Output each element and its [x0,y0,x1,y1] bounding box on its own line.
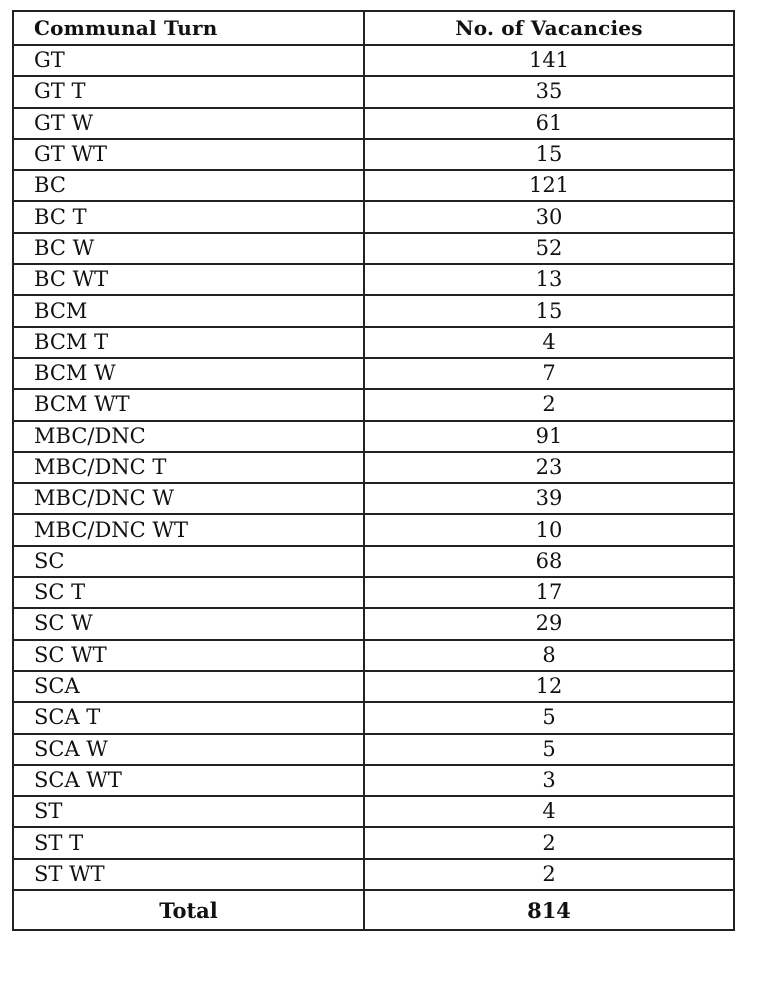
communal-turn-cell: SC T [13,577,364,608]
table-row [13,702,734,733]
vacancies-cell: 5 [364,702,734,733]
communal-turn-cell: SCA WT [13,765,364,796]
communal-turn-cell: SC W [13,608,364,639]
table-row [13,170,734,201]
communal-turn-cell: SCA [13,671,364,702]
table-row [13,452,734,483]
communal-turn-cell: BCM W [13,358,364,389]
vacancies-cell: 23 [364,452,734,483]
header-no-of-vacancies: No. of Vacancies [364,11,734,45]
communal-turn-cell: BC T [13,201,364,232]
vacancies-cell: 7 [364,358,734,389]
header-row [13,11,734,45]
communal-turn-cell: BCM T [13,327,364,358]
communal-turn-cell: GT WT [13,139,364,170]
vacancies-cell: 12 [364,671,734,702]
communal-turn-cell: GT T [13,76,364,107]
vacancies-table [12,10,735,931]
total-value: 814 [364,890,734,930]
table-row [13,577,734,608]
vacancies-cell: 30 [364,201,734,232]
communal-turn-cell: BC WT [13,264,364,295]
communal-turn-cell: ST T [13,827,364,858]
vacancies-cell: 10 [364,514,734,545]
table-row [13,640,734,671]
table-row [13,608,734,639]
vacancies-cell: 39 [364,483,734,514]
vacancies-cell: 4 [364,327,734,358]
communal-turn-cell: MBC/DNC T [13,452,364,483]
vacancies-cell: 8 [364,640,734,671]
table-row [13,421,734,452]
communal-turn-cell: MBC/DNC W [13,483,364,514]
communal-turn-cell: MBC/DNC WT [13,514,364,545]
table-row [13,139,734,170]
vacancies-cell: 29 [364,608,734,639]
communal-turn-cell: ST WT [13,859,364,890]
table-row [13,796,734,827]
vacancies-cell: 91 [364,421,734,452]
vacancies-cell: 17 [364,577,734,608]
communal-turn-cell: BC [13,170,364,201]
vacancies-cell: 35 [364,76,734,107]
vacancies-cell: 15 [364,139,734,170]
vacancies-cell: 15 [364,295,734,326]
vacancies-cell: 121 [364,170,734,201]
communal-turn-cell: SC [13,546,364,577]
communal-turn-cell: MBC/DNC [13,421,364,452]
table-row [13,108,734,139]
table-row [13,827,734,858]
vacancies-cell: 4 [364,796,734,827]
table-row [13,233,734,264]
table-row [13,295,734,326]
vacancies-cell: 5 [364,734,734,765]
table-row [13,327,734,358]
table-row [13,389,734,420]
table-row [13,514,734,545]
communal-turn-cell: BCM WT [13,389,364,420]
communal-turn-cell: GT [13,45,364,76]
table-body [13,45,734,890]
table-row [13,671,734,702]
communal-turn-cell: SCA W [13,734,364,765]
table-row [13,859,734,890]
table-footer [13,890,734,930]
table-row [13,734,734,765]
table-row [13,201,734,232]
vacancies-cell: 2 [364,827,734,858]
communal-turn-cell: SCA T [13,702,364,733]
table-row [13,483,734,514]
vacancies-cell: 52 [364,233,734,264]
vacancies-cell: 2 [364,859,734,890]
vacancies-cell: 2 [364,389,734,420]
communal-turn-cell: BCM [13,295,364,326]
table-row [13,45,734,76]
table-row [13,546,734,577]
vacancies-cell: 3 [364,765,734,796]
communal-turn-cell: GT W [13,108,364,139]
table-row [13,76,734,107]
vacancies-cell: 13 [364,264,734,295]
vacancies-cell: 68 [364,546,734,577]
total-label: Total [13,890,364,930]
total-row [13,890,734,930]
table-row [13,264,734,295]
vacancies-cell: 141 [364,45,734,76]
table-row [13,765,734,796]
communal-turn-cell: ST [13,796,364,827]
communal-turn-cell: BC W [13,233,364,264]
table-row [13,358,734,389]
communal-turn-cell: SC WT [13,640,364,671]
table-header [13,11,734,45]
header-communal-turn: Communal Turn [13,11,364,45]
vacancies-cell: 61 [364,108,734,139]
